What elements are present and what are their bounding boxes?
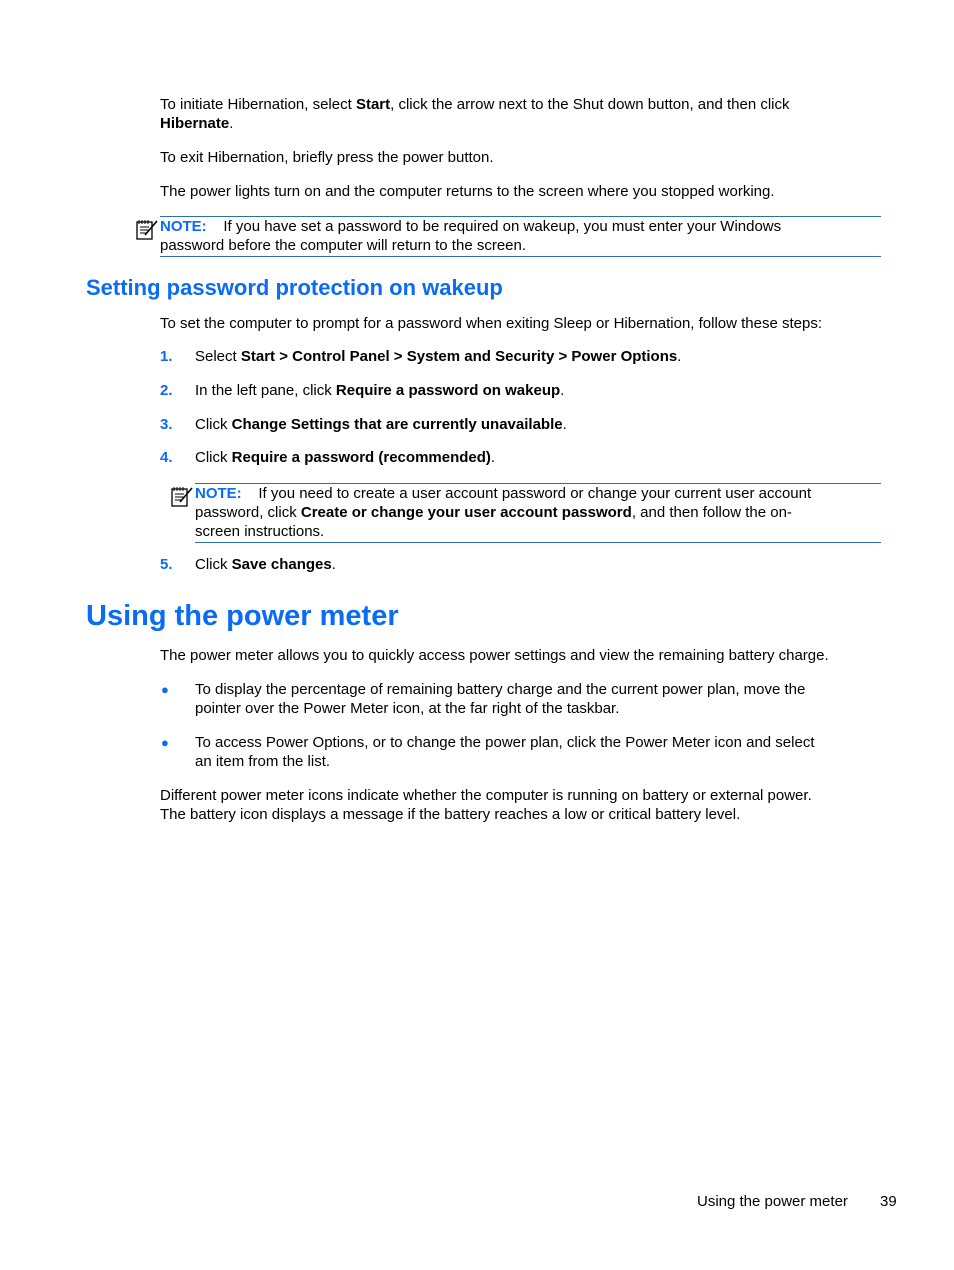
section-heading: Setting password protection on wakeup: [86, 275, 503, 300]
text: Click: [195, 556, 232, 573]
footer-title: Using the power meter: [697, 1193, 848, 1210]
note-label: NOTE:: [160, 218, 207, 235]
note-box: [160, 216, 881, 257]
section-intro: To set the computer to prompt for a password when exiting Sleep or Hibernation, follow these steps:: [160, 315, 823, 332]
step-text: [195, 555, 885, 574]
bold-option: Change Settings that are currently unavailable: [231, 416, 563, 433]
note-box: [195, 483, 881, 543]
text: .: [331, 556, 336, 573]
text: To display the percentage of remaining battery charge and the current power plan, move the: [195, 681, 806, 698]
power-lights-paragraph: The power lights turn on and the computer returns to the screen where you stopped working.: [160, 183, 775, 200]
text: an item from the list.: [195, 753, 331, 770]
step-text: [195, 347, 885, 366]
page-number: 39: [880, 1193, 897, 1210]
text: .: [229, 115, 234, 132]
exit-hibernation-paragraph: To exit Hibernation, briefly press the power button.: [160, 149, 494, 166]
text: The battery icon displays a message if the battery reaches a low or critical battery level.: [160, 806, 741, 823]
bullet-icon: ●: [161, 735, 169, 750]
bullet-text: [195, 733, 885, 771]
bold-option: Require a password (recommended): [231, 449, 491, 466]
text: .: [677, 348, 682, 365]
bold-option: Save changes: [231, 556, 332, 573]
note-text: If you need to create a user account password or change your current user account: [258, 485, 812, 502]
step-number: 5.: [160, 556, 173, 573]
note-icon: [169, 485, 193, 509]
closing-paragraph: [160, 786, 890, 824]
bold-start: Start: [355, 96, 391, 113]
hibernate-paragraph: [160, 95, 890, 133]
bold-path: Start > Control Panel > System and Security > Power Options: [240, 348, 678, 365]
note-text: If you have set a password to be required on wakeup, you must enter your Windows: [223, 218, 782, 235]
text: Select: [195, 348, 241, 365]
bold-option: Require a password on wakeup: [335, 382, 561, 399]
bullet-text: [195, 680, 885, 718]
step-number: 2.: [160, 382, 173, 399]
text: To access Power Options, or to change the power plan, click the Power Meter icon and select: [195, 734, 815, 751]
step-number: 4.: [160, 449, 173, 466]
chapter-heading: Using the power meter: [86, 600, 399, 632]
text: .: [562, 416, 567, 433]
text: Click: [195, 416, 232, 433]
text: , click the arrow next to the Shut down button, and then click: [390, 96, 790, 113]
step-number: 1.: [160, 348, 173, 365]
note-text: screen instructions.: [195, 523, 325, 540]
text: Click: [195, 449, 232, 466]
bullet-icon: ●: [161, 682, 169, 697]
text: .: [490, 449, 496, 466]
text: To initiate Hibernation, select: [160, 96, 356, 113]
note-text: password before the computer will return to the screen.: [160, 237, 527, 254]
bold-hibernate: Hibernate: [160, 115, 230, 132]
text: pointer over the Power Meter icon, at the far right of the taskbar.: [195, 700, 620, 717]
step-text: [195, 415, 885, 434]
note-text: password, click: [195, 504, 301, 521]
bold-option: Create or change your user account password: [300, 504, 632, 521]
note-icon: [134, 218, 158, 242]
step-number: 3.: [160, 416, 173, 433]
text: .: [560, 382, 565, 399]
power-meter-intro: The power meter allows you to quickly access power settings and view the remaining battery charge.: [160, 647, 829, 664]
step-text: [195, 381, 885, 400]
text: Different power meter icons indicate whether the computer is running on battery or external power.: [160, 787, 812, 804]
step-text: [195, 448, 885, 467]
note-text: , and then follow the on-: [631, 504, 792, 521]
note-label: NOTE:: [195, 485, 242, 502]
text: In the left pane, click: [195, 382, 336, 399]
